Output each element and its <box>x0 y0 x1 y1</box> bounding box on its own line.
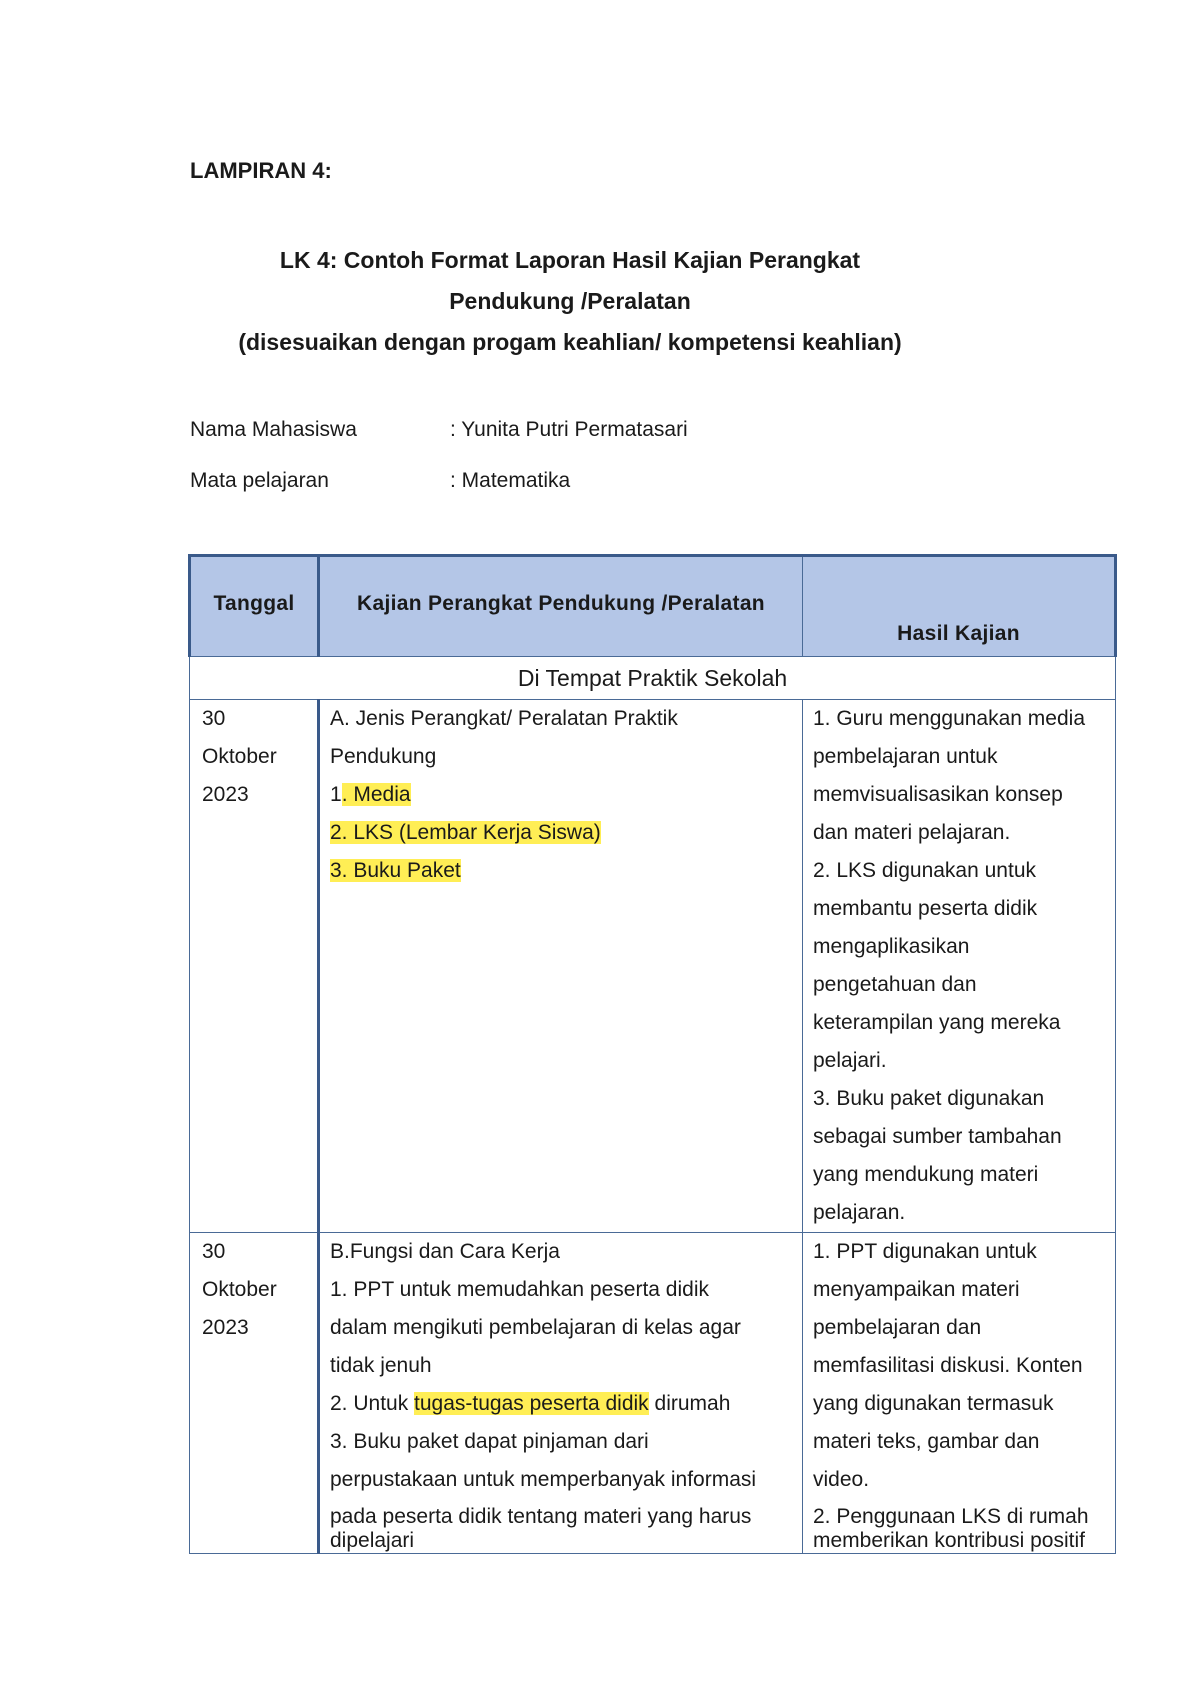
title-line-1: LK 4: Contoh Format Laporan Hasil Kajian Perangkat <box>279 247 861 273</box>
row2-hasil: 1. PPT digunakan untuk menyampaikan materi pembelajaran dan memfasilitasi diskusi. Konten yang digunakan termasuk materi teks, gambar dan video. 2. Penggunaan LKS di rumah memberikan kontribusi positif <box>803 1233 1116 1554</box>
row2-kajian: B.Fungsi dan Cara Kerja 1. PPT untuk memudahkan peserta didik dalam mengikuti pembelajaran di kelas agar tidak jenuh 2. Untuk tugas-tugas peserta didik dirumah 3. Buku paket dapat pinjaman dari perpustakaan untuk memperbanyak informasi pada peserta didik tentang materi yang harus dipelajari <box>319 1233 803 1554</box>
kajian-item-media: 1. Media <box>330 783 411 806</box>
table-row <box>190 700 1116 1233</box>
row1-kajian: A. Jenis Perangkat/ Peralatan Praktik Pendukung 1. Media 2. LKS (Lembar Kerja Siswa) 3. Buku Paket <box>319 700 803 1233</box>
nama-value: : Yunita Putri Permatasari <box>450 418 688 441</box>
highlight-text: 2. LKS (Lembar Kerja Siswa) <box>330 821 601 844</box>
document-title <box>150 240 990 363</box>
title-line-2: Pendukung /Peralatan <box>449 288 691 314</box>
highlight-text: . Media <box>341 783 411 806</box>
title-line-3: (disesuaikan dengan progam keahlian/ kompetensi keahlian) <box>238 329 902 355</box>
mapel-value: : Matematika <box>450 469 571 492</box>
section-title: Di Tempat Praktik Sekolah <box>190 657 1116 700</box>
nama-label: Nama Mahasiswa <box>190 418 357 441</box>
kajian-table <box>188 554 1117 1554</box>
table-header-row <box>190 556 1116 657</box>
header-tanggal: Tanggal <box>190 556 319 657</box>
meta-nama-row <box>190 418 688 442</box>
kajian-item-lks <box>330 814 792 852</box>
section-row <box>190 657 1116 700</box>
kajian-line-tugas: 2. Untuk tugas-tugas peserta didik dirumah <box>330 1392 731 1415</box>
header-kajian: Kajian Perangkat Pendukung /Peralatan <box>319 556 803 657</box>
row2-date: 30 Oktober 2023 <box>190 1233 319 1554</box>
kajian-item-buku <box>330 852 792 890</box>
table-row <box>190 1233 1116 1554</box>
header-hasil: Hasil Kajian <box>803 556 1116 657</box>
hasil-last-lines: 2. Penggunaan LKS di rumah memberikan kontribusi positif <box>813 1505 1089 1552</box>
meta-mapel-row <box>190 469 570 493</box>
lampiran-heading: LAMPIRAN 4: <box>190 158 332 183</box>
mapel-label: Mata pelajaran <box>190 469 329 492</box>
highlight-text: tugas-tugas peserta didik <box>414 1392 649 1415</box>
row1-date: 30 Oktober 2023 <box>190 700 319 1233</box>
kajian-last-lines: pada peserta didik tentang materi yang harus dipelajari <box>330 1505 752 1552</box>
highlight-text: 3. Buku Paket <box>330 859 461 882</box>
row1-hasil: 1. Guru menggunakan media pembelajaran untuk memvisualisasikan konsep dan materi pelajaran. 2. LKS digunakan untuk membantu peserta didik mengaplikasikan pengetahuan dan keterampilan yang mereka pelajari. 3. Buku paket digunakan sebagai sumber tambahan yang mendukung materi pelajaran. <box>803 700 1116 1233</box>
